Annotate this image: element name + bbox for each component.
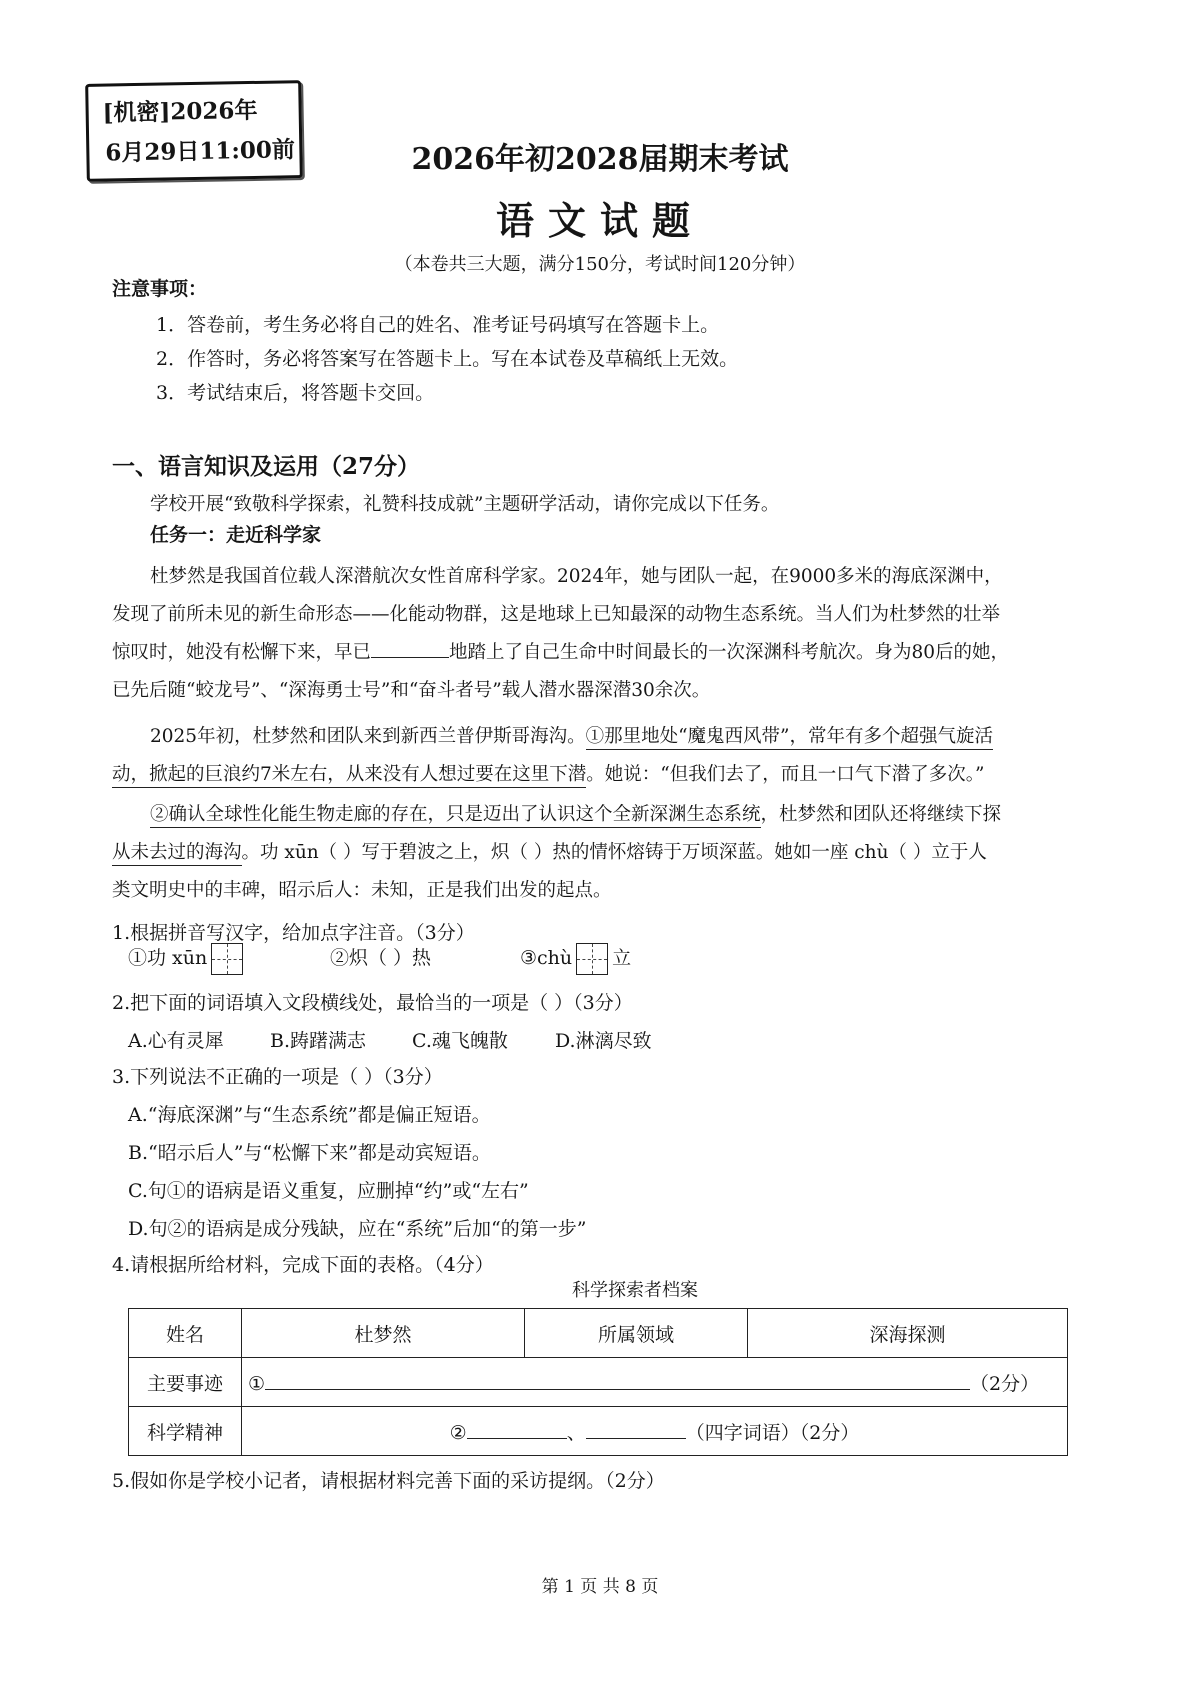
- option: B.“昭示后人”与“松懈下来”都是动宾短语。: [128, 1142, 491, 1164]
- option: D.句②的语病是成分残缺，应在“系统”后加“的第一步”: [128, 1218, 587, 1240]
- table-caption: 科学探索者档案: [572, 1280, 698, 1301]
- table-cell: 所属领域: [525, 1309, 748, 1358]
- fill-blank: [371, 641, 449, 658]
- passage-text: ，杜梦然和团队还将继续下探: [760, 804, 1002, 825]
- table-cell: 姓名: [129, 1309, 242, 1358]
- option: D.淋漓尽致: [555, 1030, 652, 1052]
- table-cell: 深海探测: [748, 1309, 1068, 1358]
- passage-line: [112, 638, 1009, 664]
- section-intro: 学校开展“致敬科学探索，礼赞科技成就”主题研学活动，请你完成以下任务。: [150, 494, 780, 515]
- note-item: 2．作答时，务必将答案写在答题卡上。写在本试卷及草稿纸上无效。: [156, 348, 739, 370]
- passage-line: [150, 722, 993, 748]
- q1-item-c-pinyin: ③chù: [520, 947, 573, 969]
- answer-cell[interactable]: [242, 1358, 1068, 1407]
- passage-line: 已先后随“蛟龙号”、“深海勇士号”和“奋斗者号”载人潜水器深潜30余次。: [112, 680, 711, 701]
- tianzi-grid-box[interactable]: [211, 943, 243, 975]
- option: A.“海底深渊”与“生态系统”都是偏正短语。: [128, 1104, 491, 1126]
- answer-marker: ①: [248, 1372, 266, 1395]
- q1-item-b: ②炽（ ）热: [330, 947, 432, 969]
- scientist-archive-table: [128, 1308, 1068, 1456]
- passage-line: 发现了前所未见的新生命形态——化能动物群，这是地球上已知最深的动物生态系统。当人们为杜梦然的壮举: [112, 604, 1001, 625]
- passage-line: [112, 760, 984, 786]
- underlined-sentence-1: ①那里地处“魔鬼西风带”，常年有多个超强气旋活: [586, 726, 993, 750]
- option: A.心有灵犀: [128, 1030, 224, 1052]
- underlined-sentence-1: 动，掀起的巨浪约7米左右，从来没有人想过要在这里下潜: [112, 764, 586, 788]
- table-cell: 主要事迹: [129, 1358, 242, 1407]
- stamp-line-2: 6月29日11:00前: [105, 136, 296, 167]
- passage-line: 类文明史中的丰碑，昭示后人：未知，正是我们出发的起点。: [112, 880, 612, 901]
- answer-marker: ②: [449, 1421, 467, 1444]
- passage-text: 地踏上了自己生命中时间最长的一次深渊科考航次。身为80后的她，: [449, 642, 1010, 663]
- note-item: 1．答卷前，考生务必将自己的姓名、准考证号码填写在答题卡上。: [156, 314, 720, 336]
- option: B.踌躇满志: [270, 1030, 367, 1052]
- q1-item-a: ①功 xūn: [128, 947, 208, 969]
- passage-text: 。她说：“但我们去了，而且一口气下潜了多次。”: [586, 764, 985, 785]
- task-heading: 任务一：走近科学家: [150, 524, 322, 546]
- page-footer: 第 1 页 共 8 页: [541, 1577, 659, 1597]
- subject-title: 语文试题: [495, 198, 704, 243]
- underlined-sentence-2: 从未去过的海沟: [112, 842, 242, 866]
- option: C.魂飞魄散: [412, 1030, 508, 1052]
- question-1-item-c: [520, 938, 631, 978]
- tianzi-grid-box[interactable]: [576, 943, 608, 975]
- option: C.句①的语病是语义重复，应删掉“约”或“左右”: [128, 1180, 529, 1202]
- q1-item-c-char: 立: [612, 947, 632, 969]
- question-5-stem: 5.假如你是学校小记者，请根据材料完善下面的采访提纲。（2分）: [112, 1470, 665, 1492]
- passage-line: 杜梦然是我国首位载人深潜航次女性首席科学家。2024年，她与团队一起，在9000多米的海底深渊中，: [150, 566, 1003, 587]
- passage-text: 。功 xūn（ ）写于碧波之上，炽（ ）热的情怀熔铸于万顷深蓝。她如一座 chù（ ）立于人: [241, 842, 987, 863]
- passage-text: 2025年初，杜梦然和团队来到新西兰普伊斯哥海沟。: [150, 726, 586, 747]
- question-1-stem: 1.根据拼音写汉字，给加点字注音。（3分）: [112, 922, 475, 944]
- question-3-stem: 3.下列说法不正确的一项是（ ）（3分）: [112, 1066, 443, 1088]
- separator: 、: [566, 1421, 586, 1444]
- stamp-line-1: [机密]2026年: [102, 96, 258, 127]
- table-row: [129, 1358, 1068, 1407]
- notes-heading: 注意事项：: [112, 278, 208, 300]
- answer-line[interactable]: [467, 1422, 567, 1439]
- table-cell: 科学精神: [129, 1407, 242, 1456]
- question-4-stem: 4.请根据所给材料，完成下面的表格。（4分）: [112, 1254, 494, 1276]
- passage-text: 惊叹时，她没有松懈下来，早已: [112, 642, 372, 663]
- table-row: [129, 1309, 1068, 1358]
- answer-cell[interactable]: [242, 1407, 1068, 1456]
- note-item: 3．考试结束后，将答题卡交回。: [156, 382, 435, 404]
- table-cell: 杜梦然: [242, 1309, 525, 1358]
- passage-line: [112, 838, 987, 864]
- passage-line: [150, 800, 1001, 826]
- score-note: （四字词语）（2分）: [685, 1421, 860, 1444]
- exam-info: （本卷共三大题，满分150分，考试时间120分钟）: [394, 254, 806, 275]
- question-1-items: [128, 938, 247, 978]
- underlined-sentence-2: ②确认全球性化能生物走廊的存在，只是迈出了认识这个全新深渊生态系统: [150, 804, 761, 828]
- answer-line[interactable]: [265, 1373, 970, 1390]
- answer-line[interactable]: [586, 1422, 686, 1439]
- score-note: （2分）: [970, 1372, 1040, 1395]
- section-heading: 一、语言知识及运用（27分）: [112, 453, 421, 480]
- exam-title: 2026年初2028届期末考试: [411, 142, 789, 177]
- question-2-stem: 2.把下面的词语填入文段横线处，最恰当的一项是（ ）（3分）: [112, 992, 633, 1014]
- table-row: [129, 1407, 1068, 1456]
